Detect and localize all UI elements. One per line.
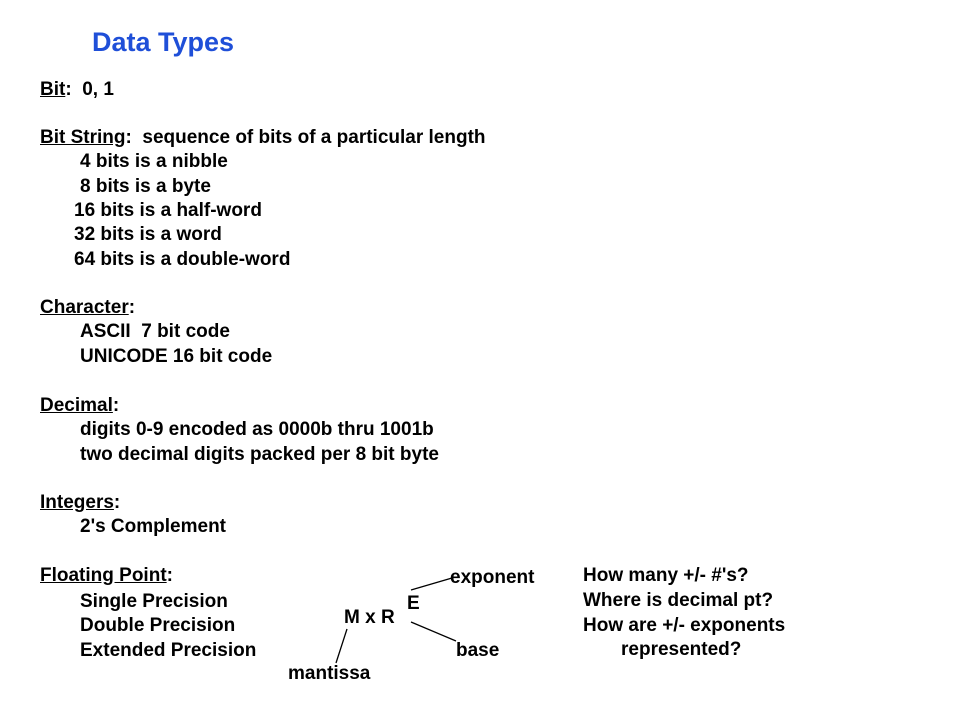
bit-values: : 0, 1: [65, 79, 114, 100]
floating-point-colon: :: [166, 565, 173, 586]
mantissa-label: mantissa: [288, 663, 371, 684]
mantissa-connector: [336, 629, 347, 663]
integers-item: 2's Complement: [80, 516, 226, 537]
character-heading: Character: [40, 297, 129, 318]
base-label: base: [456, 640, 500, 661]
bit-string-item: 64 bits is a double-word: [74, 249, 291, 270]
formula: M x R: [344, 607, 395, 628]
question-line: How many +/- #'s?: [583, 565, 749, 586]
exponent-label: exponent: [450, 567, 535, 588]
bit-string-item: 4 bits is a nibble: [80, 151, 228, 172]
bit-string-definition: : sequence of bits of a particular length: [125, 127, 486, 148]
exponent-connector: [411, 578, 452, 590]
floating-point-heading: Floating Point: [40, 565, 167, 586]
integers-heading: Integers: [40, 492, 114, 513]
bit-heading: Bit: [40, 79, 66, 100]
question-line: How are +/- exponents: [583, 615, 786, 636]
exponent-symbol: E: [407, 593, 420, 614]
floating-point-item: Double Precision: [80, 615, 236, 636]
character-colon: :: [128, 297, 136, 318]
decimal-heading: Decimal: [40, 395, 113, 416]
question-line: Where is decimal pt?: [583, 590, 774, 611]
bit-string-heading: Bit String: [40, 127, 126, 148]
floating-point-item: Extended Precision: [80, 640, 257, 661]
integers-colon: :: [113, 492, 121, 513]
base-connector: [411, 622, 456, 641]
bit-string-item: 16 bits is a half-word: [74, 200, 262, 221]
bit-string-item: 32 bits is a word: [74, 224, 222, 245]
character-item: ASCII 7 bit code: [80, 321, 230, 342]
page-title: Data Types: [92, 27, 235, 57]
decimal-item: digits 0-9 encoded as 0000b thru 1001b: [80, 419, 434, 440]
decimal-item: two decimal digits packed per 8 bit byte: [80, 444, 439, 465]
question-line: represented?: [621, 639, 742, 660]
floating-point-item: Single Precision: [80, 591, 228, 612]
character-item: UNICODE 16 bit code: [80, 346, 273, 367]
decimal-colon: :: [112, 395, 120, 416]
bit-string-item: 8 bits is a byte: [80, 176, 211, 197]
